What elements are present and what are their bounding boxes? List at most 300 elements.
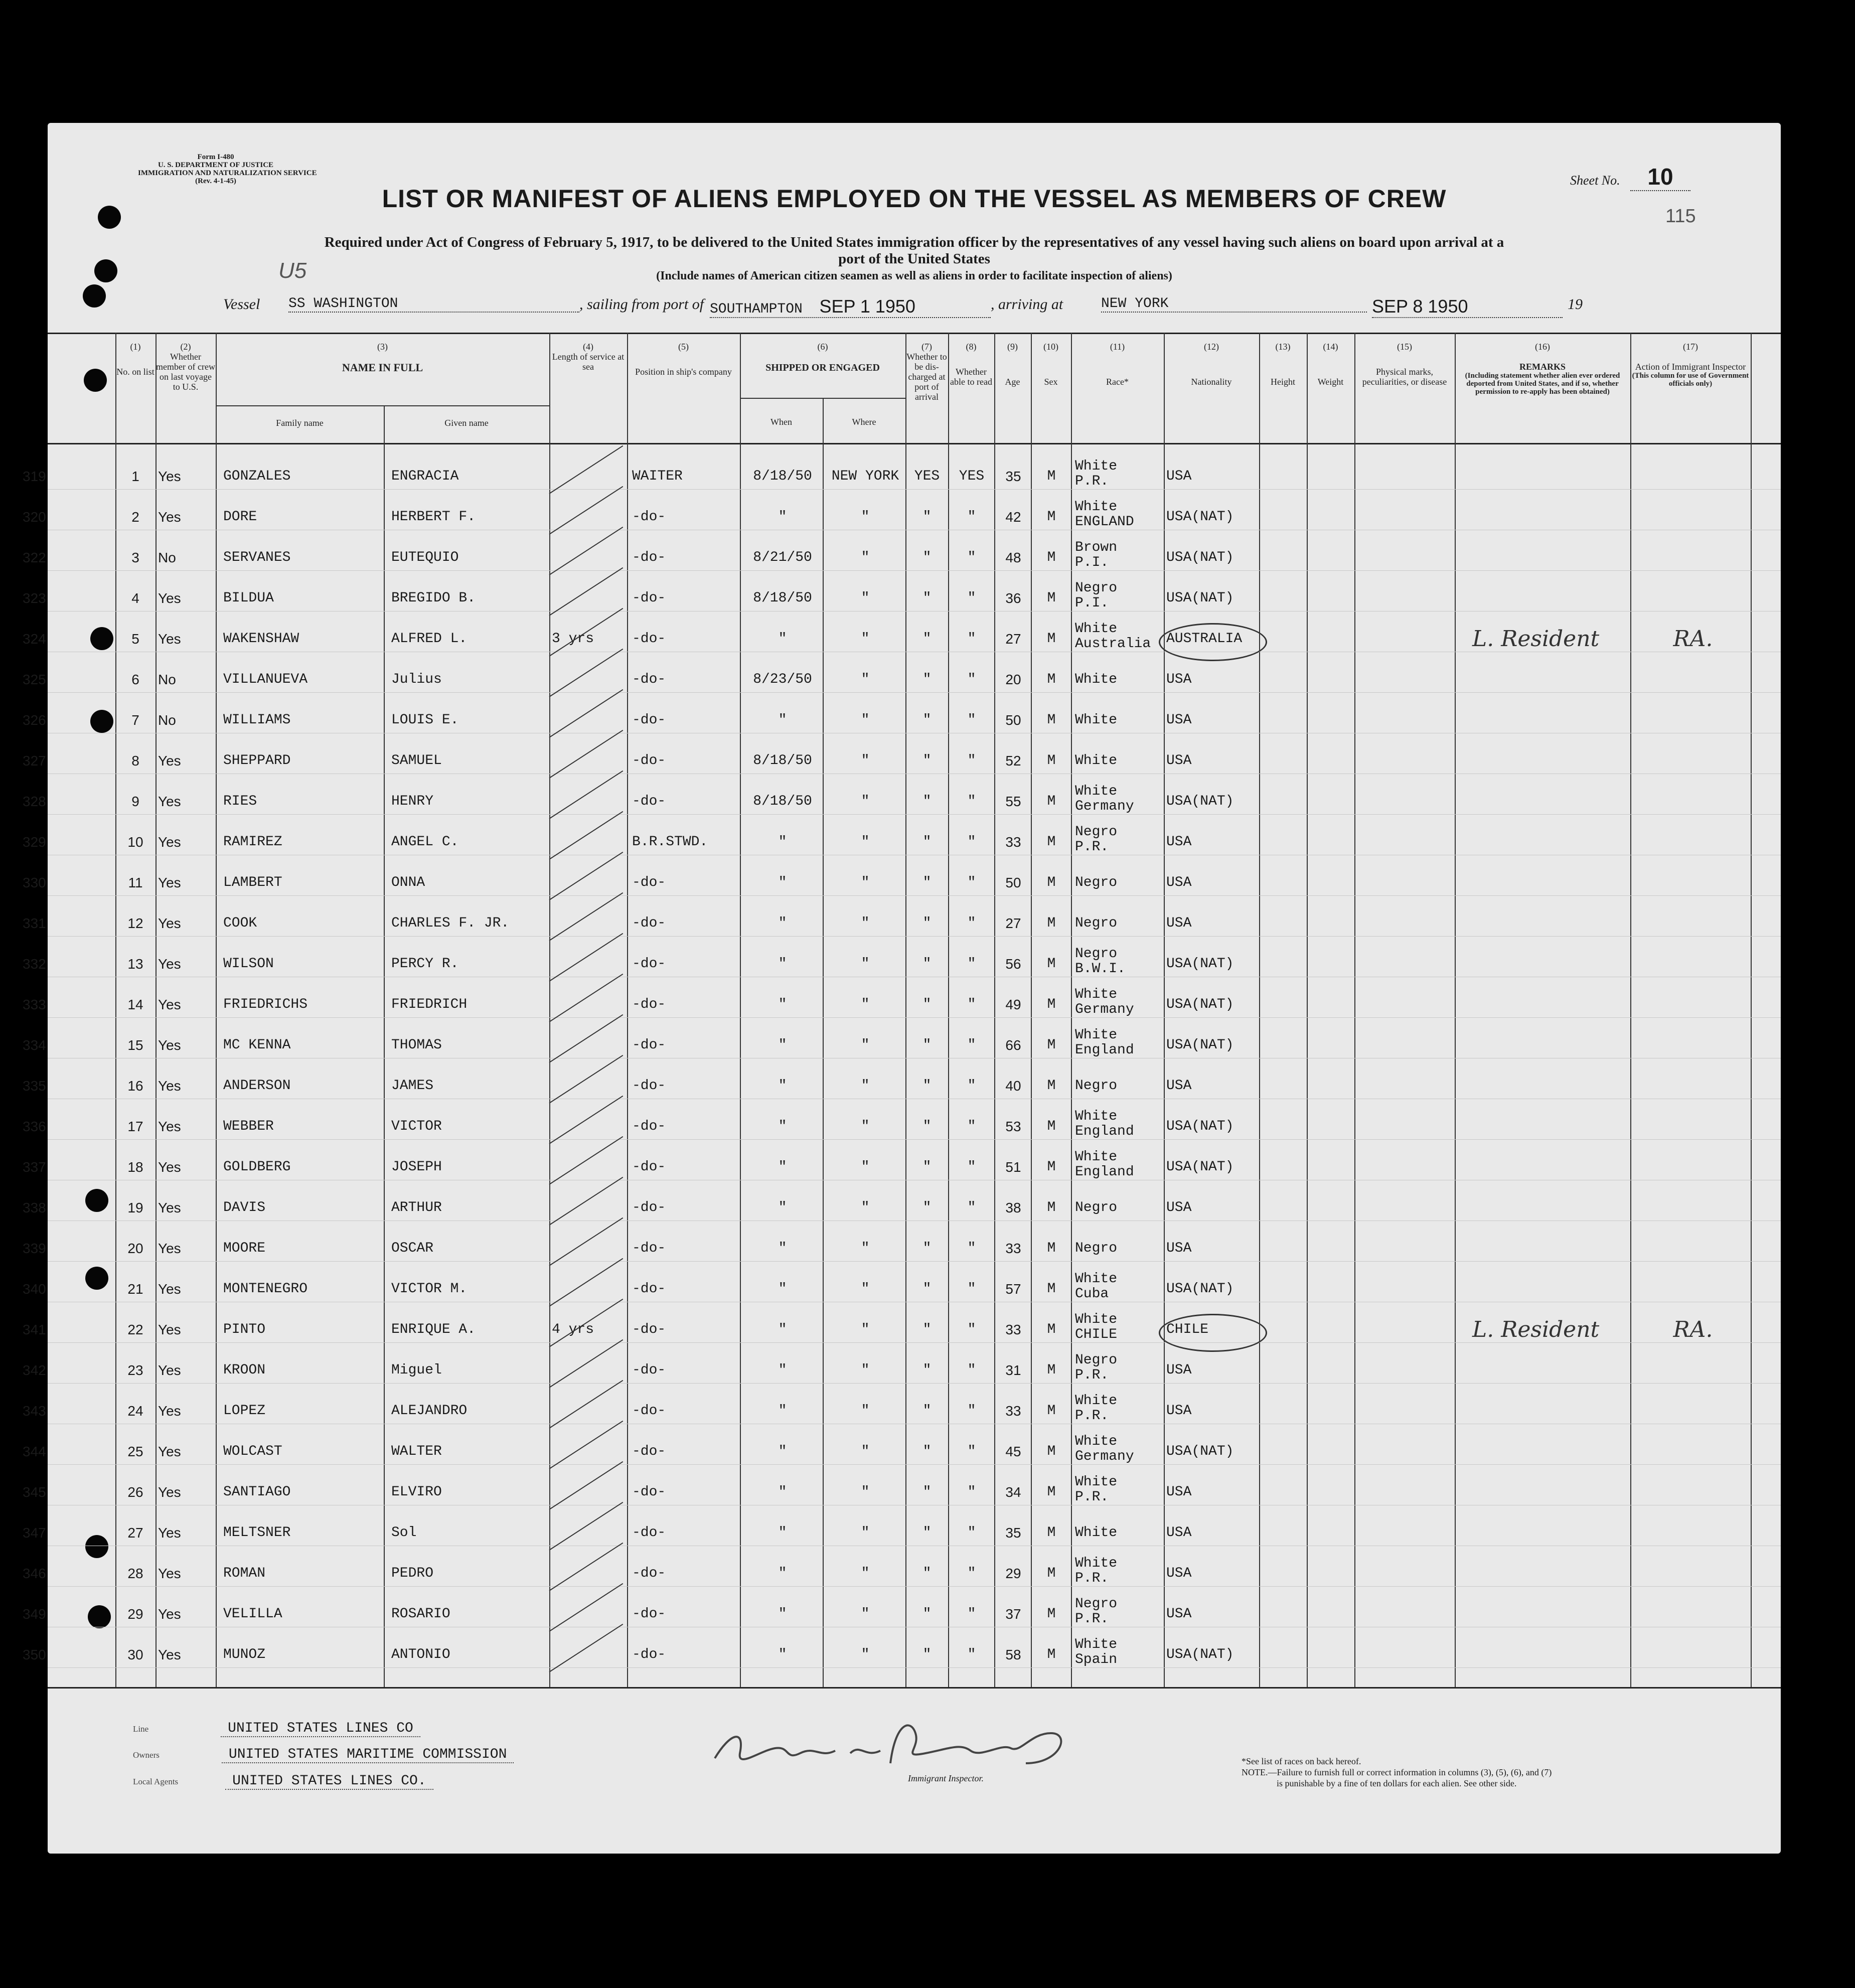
- row-read: ": [967, 631, 976, 647]
- row-age: 31: [1005, 1362, 1021, 1378]
- row-action: RA.: [1673, 1317, 1713, 1342]
- row-sex: M: [1047, 509, 1056, 525]
- service-slash-mark: [549, 445, 623, 494]
- row-margin: 343: [23, 1403, 46, 1419]
- row-family: RIES: [223, 794, 257, 809]
- col-header-family-name: Family name: [276, 418, 324, 428]
- race-line-1: White: [1075, 1393, 1118, 1409]
- row-position: -do-: [632, 1037, 666, 1053]
- row-margin: 334: [23, 1037, 46, 1053]
- revision: (Rev. 4-1-45): [195, 177, 236, 185]
- row-read: ": [967, 1322, 976, 1337]
- vessel-label: Vessel: [223, 296, 260, 313]
- row-when: ": [778, 1159, 787, 1175]
- row-nationality: USA: [1166, 672, 1192, 687]
- row-where: ": [861, 834, 870, 850]
- row-when: ": [778, 1566, 787, 1581]
- row-given: ANTONIO: [391, 1647, 450, 1662]
- row-race: [1075, 500, 1165, 530]
- row-discharged: ": [922, 1281, 932, 1297]
- row-crew: Yes: [158, 753, 181, 769]
- row-given: Sol: [391, 1525, 417, 1541]
- row-race: [1075, 1312, 1165, 1342]
- col-rule: [549, 333, 550, 1687]
- row-given: WALTER: [391, 1444, 442, 1459]
- row-crew: Yes: [158, 1159, 181, 1175]
- row-nationality: USA: [1166, 1403, 1192, 1419]
- row-age: 36: [1005, 590, 1021, 606]
- row-crew: Yes: [158, 509, 181, 525]
- row-no: 28: [127, 1566, 143, 1581]
- col-header-sex: (10) Sex: [1043, 342, 1058, 387]
- row-family: MONTENEGRO: [223, 1281, 308, 1297]
- col-rule: [823, 398, 824, 1687]
- row-when: ": [778, 1647, 787, 1662]
- row-nationality: USA(NAT): [1166, 997, 1234, 1012]
- row-sex: M: [1047, 834, 1056, 850]
- row-position: -do-: [632, 956, 666, 972]
- row-position: B.R.STWD.: [632, 834, 708, 850]
- row-race: [1075, 459, 1165, 489]
- row-no: 13: [127, 956, 143, 972]
- col-rule: [994, 333, 995, 1687]
- row-discharged: ": [922, 1566, 932, 1581]
- race-line-1: Negro: [1075, 1241, 1118, 1256]
- row-where: ": [861, 875, 870, 890]
- row-where: ": [861, 712, 870, 728]
- row-when: ": [778, 1241, 787, 1256]
- row-nationality: USA(NAT): [1166, 794, 1234, 809]
- row-family: SHEPPARD: [223, 753, 291, 769]
- row-sex: M: [1047, 550, 1056, 565]
- row-sex: M: [1047, 672, 1056, 687]
- col-header-service: (4) Length of service at sea: [552, 342, 625, 372]
- col-header-read: (8) Whether able to read: [950, 342, 992, 387]
- col-header-weight: (14) Weight: [1317, 342, 1344, 387]
- stamp-number: 115: [1665, 206, 1696, 227]
- race-line-2: Germany: [1075, 1002, 1134, 1017]
- row-no: 23: [127, 1362, 143, 1378]
- row-race: [1075, 1475, 1165, 1505]
- service-slash-mark: [549, 1543, 623, 1591]
- row-sex: M: [1047, 875, 1056, 890]
- row-where: ": [861, 1159, 870, 1175]
- row-read: ": [967, 1037, 976, 1053]
- row-family: KROON: [223, 1362, 266, 1378]
- arrival-date-stamp: SEP 8 1950: [1372, 296, 1563, 318]
- page-title: LIST OR MANIFEST OF ALIENS EMPLOYED ON THE VESSEL AS MEMBERS OF CREW: [382, 185, 1447, 213]
- subtitle-line-2: port of the United States: [838, 251, 990, 267]
- row-position: -do-: [632, 1525, 666, 1541]
- row-position: -do-: [632, 1362, 666, 1378]
- row-margin: 344: [23, 1444, 46, 1459]
- crew-table: [23, 333, 1781, 1687]
- row-family: WILLIAMS: [223, 712, 291, 728]
- row-sex: M: [1047, 1444, 1056, 1459]
- col-rule: [1455, 333, 1456, 1687]
- row-crew: Yes: [158, 1119, 181, 1134]
- row-race: [1075, 947, 1165, 977]
- race-line-1: Negro: [1075, 580, 1118, 596]
- row-when: 8/18/50: [753, 794, 812, 809]
- row-discharged: YES: [914, 469, 940, 484]
- row-age: 66: [1005, 1037, 1021, 1053]
- row-where: ": [861, 1362, 870, 1378]
- race-line-1: Brown: [1075, 540, 1118, 555]
- row-read: ": [967, 1159, 976, 1175]
- row-sex: M: [1047, 590, 1056, 606]
- row-discharged: ": [922, 1200, 932, 1215]
- row-given: PERCY R.: [391, 956, 459, 972]
- row-when: ": [778, 509, 787, 525]
- row-when: ": [778, 915, 787, 931]
- col-header-when: When: [770, 417, 792, 427]
- inspector-signature: [700, 1703, 1101, 1783]
- col-header-crew: (2) Whether member of crew on last voyage to U.S.: [156, 342, 215, 392]
- row-no: 1: [131, 469, 139, 484]
- row-margin: 326: [23, 712, 46, 728]
- row-no: 21: [127, 1281, 143, 1297]
- row-margin: 323: [23, 590, 46, 606]
- race-line-1: White: [1075, 784, 1118, 799]
- row-when: ": [778, 1322, 787, 1337]
- row-nationality: USA: [1166, 712, 1192, 728]
- row-read: ": [967, 834, 976, 850]
- nationality-circle-mark: [1159, 623, 1267, 661]
- row-where: ": [861, 1200, 870, 1215]
- row-race: [1075, 825, 1165, 855]
- header-bottom-rule: [48, 443, 1781, 444]
- col-rule: [1354, 333, 1355, 1687]
- fine-note-2: is punishable by a fine of ten dollars for each alien. See other side.: [1277, 1778, 1517, 1788]
- row-crew: Yes: [158, 1037, 181, 1053]
- race-line-1: White: [1075, 621, 1118, 637]
- row-given: BREGIDO B.: [391, 590, 476, 606]
- row-read: ": [967, 1281, 976, 1297]
- row-family: RAMIREZ: [223, 834, 282, 850]
- row-where: ": [861, 1484, 870, 1500]
- row-read: ": [967, 1606, 976, 1622]
- row-sex: M: [1047, 1037, 1056, 1053]
- row-crew: Yes: [158, 794, 181, 809]
- row-family: FRIEDRICHS: [223, 997, 308, 1012]
- row-given: CHARLES F. JR.: [391, 915, 510, 931]
- row-read: ": [967, 509, 976, 525]
- row-sex: M: [1047, 753, 1056, 769]
- row-no: 11: [128, 875, 143, 890]
- row-read: ": [967, 590, 976, 606]
- row-sex: M: [1047, 1322, 1056, 1337]
- row-sex: M: [1047, 915, 1056, 931]
- row-margin: 331: [23, 915, 46, 931]
- row-crew: Yes: [158, 1322, 181, 1337]
- row-no: 12: [127, 915, 143, 931]
- row-margin: 339: [23, 1241, 46, 1256]
- line-field: [133, 1721, 420, 1736]
- row-crew: Yes: [158, 1484, 181, 1500]
- row-family: PINTO: [223, 1322, 266, 1337]
- row-where: ": [861, 509, 870, 525]
- row-where: ": [861, 753, 870, 769]
- row-given: HERBERT F.: [391, 509, 476, 525]
- row-family: SANTIAGO: [223, 1484, 291, 1500]
- race-line-1: White: [1075, 458, 1118, 474]
- row-nationality: CHILE: [1166, 1322, 1209, 1337]
- row-where: NEW YORK: [831, 469, 899, 484]
- service-slash-mark: [549, 811, 623, 860]
- row-position: -do-: [632, 1444, 666, 1459]
- fine-note-1: NOTE.—Failure to furnish full or correct information in columns (3), (5), (6), and (7): [1242, 1767, 1552, 1777]
- service-slash-mark: [549, 1624, 623, 1672]
- row-margin: 337: [23, 1159, 46, 1175]
- row-read: ": [967, 956, 976, 972]
- race-line-2: England: [1075, 1124, 1134, 1139]
- service-slash-mark: [549, 771, 623, 819]
- row-margin: 335: [23, 1078, 46, 1094]
- service-slash-mark: [549, 1380, 623, 1429]
- row-sex: M: [1047, 1566, 1056, 1581]
- row-crew: Yes: [158, 1403, 181, 1419]
- agents-value: UNITED STATES LINES CO.: [225, 1773, 433, 1790]
- sheet-number-label: Sheet No.: [1570, 173, 1620, 188]
- row-race: [1075, 1028, 1165, 1058]
- row-remarks: L. Resident: [1472, 1317, 1600, 1342]
- row-race: [1075, 1231, 1165, 1256]
- col-rule: [1307, 333, 1308, 1687]
- col-header-no: (1) No. on list: [116, 342, 154, 377]
- service-slash-mark: [549, 1583, 623, 1632]
- col-rule: [216, 333, 217, 1687]
- row-given: PEDRO: [391, 1566, 434, 1581]
- row-discharged: ": [922, 1119, 932, 1134]
- race-line-2: B.W.I.: [1075, 961, 1126, 977]
- row-crew: Yes: [158, 834, 181, 850]
- row-family: WOLCAST: [223, 1444, 282, 1459]
- row-crew: Yes: [158, 1647, 181, 1662]
- row-where: ": [861, 1281, 870, 1297]
- row-position: -do-: [632, 1119, 666, 1134]
- row-discharged: ": [922, 1322, 932, 1337]
- row-age: 49: [1005, 997, 1021, 1012]
- row-race: [1075, 1556, 1165, 1586]
- row-no: 24: [127, 1403, 143, 1419]
- service-slash-mark: [549, 1177, 623, 1226]
- row-read: ": [967, 1484, 976, 1500]
- row-age: 55: [1005, 794, 1021, 809]
- name-subheader-rule: [216, 405, 549, 406]
- row-nationality: USA(NAT): [1166, 1159, 1234, 1175]
- agents-label: Local Agents: [133, 1777, 179, 1786]
- row-crew: Yes: [158, 1281, 181, 1297]
- row-family: COOK: [223, 915, 257, 931]
- row-no: 18: [127, 1159, 143, 1175]
- service: IMMIGRATION AND NATURALIZATION SERVICE: [138, 169, 317, 177]
- race-line-1: White: [1075, 499, 1118, 515]
- row-sex: M: [1047, 1241, 1056, 1256]
- row-no: 26: [127, 1484, 143, 1500]
- row-crew: Yes: [158, 915, 181, 931]
- row-race: [1075, 662, 1165, 687]
- race-line-2: England: [1075, 1042, 1134, 1058]
- row-race: [1075, 865, 1165, 890]
- row-discharged: ": [922, 1078, 932, 1094]
- row-read: ": [967, 1119, 976, 1134]
- line-label: Line: [133, 1724, 149, 1734]
- row-family: LOPEZ: [223, 1403, 266, 1419]
- service-slash-mark: [549, 527, 623, 575]
- race-line-1: Negro: [1075, 1078, 1118, 1094]
- service-slash-mark: [549, 892, 623, 941]
- row-race: [1075, 784, 1165, 814]
- row-sex: M: [1047, 997, 1056, 1012]
- row-where: ": [861, 672, 870, 687]
- race-line-2: P.R.: [1075, 1367, 1109, 1383]
- row-read: ": [967, 550, 976, 565]
- row-crew: No: [158, 712, 176, 728]
- row-when: ": [778, 1281, 787, 1297]
- row-crew: No: [158, 672, 176, 687]
- row-no: 10: [127, 834, 143, 850]
- race-line-2: Australia: [1075, 636, 1151, 652]
- row-read: ": [967, 1444, 976, 1459]
- col-header-remarks: (16) REMARKS (Including statement whether alien ever ordered deported from United States, and if so, whether permission to re-apply has been obtained): [1465, 342, 1620, 396]
- row-discharged: ": [922, 834, 932, 850]
- row-where: ": [861, 1241, 870, 1256]
- race-line-1: Negro: [1075, 1200, 1118, 1215]
- row-read: ": [967, 794, 976, 809]
- row-when: ": [778, 1362, 787, 1378]
- row-read: ": [967, 1362, 976, 1378]
- row-family: SERVANES: [223, 550, 291, 565]
- race-line-2: P.R.: [1075, 474, 1109, 489]
- service-slash-mark: [549, 1217, 623, 1266]
- row-age: 33: [1005, 1241, 1021, 1256]
- row-age: 48: [1005, 550, 1021, 565]
- table-top-rule: [48, 333, 1781, 334]
- row-discharged: ": [922, 915, 932, 931]
- row-action: RA.: [1673, 626, 1713, 652]
- row-crew: Yes: [158, 1078, 181, 1094]
- row-race: [1075, 906, 1165, 931]
- row-margin: 319: [23, 469, 46, 484]
- race-line-2: Spain: [1075, 1652, 1118, 1667]
- subtitle: [48, 234, 1781, 267]
- col-rule: [1071, 333, 1072, 1687]
- owners-field: [133, 1747, 514, 1762]
- row-position: -do-: [632, 631, 666, 647]
- row-race: [1075, 1150, 1165, 1180]
- row-no: 19: [127, 1200, 143, 1215]
- row-margin: 349: [23, 1606, 46, 1622]
- table-bottom-rule: [48, 1687, 1781, 1689]
- race-line-1: White: [1075, 672, 1118, 687]
- race-line-1: Negro: [1075, 824, 1118, 840]
- race-line-2: P.I.: [1075, 555, 1109, 570]
- row-position: -do-: [632, 875, 666, 890]
- row-discharged: ": [922, 550, 932, 565]
- row-nationality: USA: [1166, 1606, 1192, 1622]
- row-crew: Yes: [158, 997, 181, 1012]
- row-margin: 322: [23, 550, 46, 565]
- row-given: ALFRED L.: [391, 631, 468, 647]
- handwritten-margin-note: U5: [278, 258, 307, 283]
- row-when: ": [778, 956, 787, 972]
- races-note: *See list of races on back hereof.: [1242, 1756, 1361, 1766]
- service-slash-mark: [549, 649, 623, 697]
- signature-caption: Immigrant Inspector.: [908, 1773, 984, 1783]
- owners-label: Owners: [133, 1750, 160, 1760]
- row-when: 8/18/50: [753, 469, 812, 484]
- row-margin: 346: [23, 1566, 46, 1581]
- service-slash-mark: [549, 1014, 623, 1063]
- row-given: Julius: [391, 672, 442, 687]
- row-age: 45: [1005, 1444, 1021, 1459]
- service-slash-mark: [549, 1421, 623, 1469]
- departure-date-stamp: SEP 1 1950: [819, 296, 915, 317]
- row-given: VICTOR: [391, 1119, 442, 1134]
- row-sex: M: [1047, 469, 1056, 484]
- row-when: ": [778, 631, 787, 647]
- row-given: Miguel: [391, 1362, 442, 1378]
- row-race: [1075, 1068, 1165, 1094]
- row-position: -do-: [632, 1647, 666, 1662]
- row-position: -do-: [632, 997, 666, 1012]
- race-line-1: White: [1075, 1027, 1118, 1043]
- row-family: GONZALES: [223, 469, 291, 484]
- row-family: MUNOZ: [223, 1647, 266, 1662]
- shipped-subheader-rule: [740, 398, 905, 399]
- row-margin: 329: [23, 834, 46, 850]
- row-age: 52: [1005, 753, 1021, 769]
- race-line-2: P.I.: [1075, 595, 1109, 611]
- row-discharged: ": [922, 1403, 932, 1419]
- race-line-2: P.R.: [1075, 1489, 1109, 1505]
- row-read: YES: [959, 469, 985, 484]
- row-nationality: USA(NAT): [1166, 1281, 1234, 1297]
- row-race: [1075, 987, 1165, 1017]
- row-where: ": [861, 1037, 870, 1053]
- row-when: ": [778, 1403, 787, 1419]
- row-where: ": [861, 550, 870, 565]
- row-position: -do-: [632, 712, 666, 728]
- form-number: Form I-480: [197, 153, 234, 161]
- service-slash-mark: [549, 486, 623, 535]
- row-discharged: ": [922, 753, 932, 769]
- row-when: ": [778, 1037, 787, 1053]
- row-margin: 320: [23, 509, 46, 525]
- col-header-where: Where: [852, 417, 876, 427]
- row-read: ": [967, 915, 976, 931]
- row-race: [1075, 1353, 1165, 1383]
- row-discharged: ": [922, 1159, 932, 1175]
- row-read: ": [967, 1647, 976, 1662]
- race-line-1: Negro: [1075, 1596, 1118, 1612]
- row-crew: Yes: [158, 1241, 181, 1256]
- service-slash-mark: [549, 1461, 623, 1510]
- row-nationality: USA: [1166, 1566, 1192, 1581]
- row-race: [1075, 1515, 1165, 1541]
- race-line-1: White: [1075, 1109, 1118, 1124]
- col-header-nationality: (12) Nationality: [1191, 342, 1232, 387]
- row-age: 50: [1005, 875, 1021, 890]
- row-given: ALEJANDRO: [391, 1403, 468, 1419]
- row-position: -do-: [632, 1241, 666, 1256]
- row-position: WAITER: [632, 469, 683, 484]
- row-nationality: USA: [1166, 915, 1192, 931]
- row-discharged: ": [922, 1444, 932, 1459]
- row-margin: 347: [23, 1525, 46, 1541]
- service-slash-mark: [549, 1258, 623, 1307]
